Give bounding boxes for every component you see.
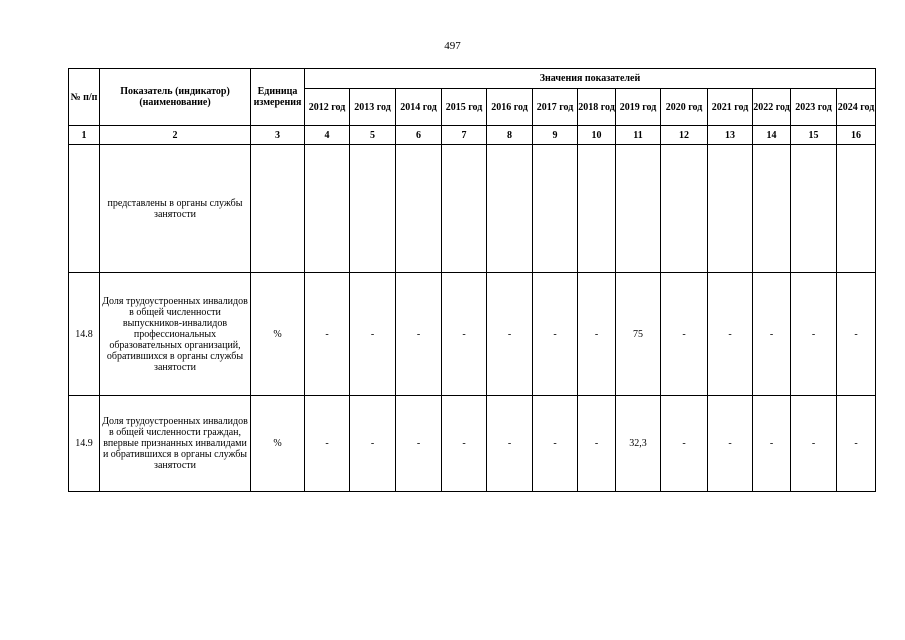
year-header-2022: 2022 год — [753, 89, 791, 126]
year-header-2015: 2015 год — [442, 89, 487, 126]
header-unit: Единица измерения — [251, 69, 305, 126]
value-cell: - — [661, 396, 708, 492]
page-number: 497 — [444, 40, 461, 52]
value-cell: - — [442, 396, 487, 492]
year-header-2020: 2020 год — [661, 89, 708, 126]
indicator-name: Доля трудоустроенных инвалидов в общей численности выпускников-инвалидов профессиональных образовательных организаций, обратившихся в органы службы занятости — [100, 273, 251, 396]
indicators-table — [68, 68, 876, 492]
value-cell: - — [578, 396, 616, 492]
value-cell — [578, 145, 616, 273]
unit-cell — [251, 145, 305, 273]
value-cell — [661, 145, 708, 273]
table-row — [69, 145, 876, 273]
value-cell: 75 — [616, 273, 661, 396]
value-cell — [616, 145, 661, 273]
column-number-2: 2 — [100, 126, 251, 145]
value-cell — [487, 145, 533, 273]
column-number-1: 1 — [69, 126, 100, 145]
row-number: 14.9 — [69, 396, 100, 492]
column-number-10: 10 — [578, 126, 616, 145]
year-header-2023: 2023 год — [791, 89, 837, 126]
column-number-16: 16 — [837, 126, 876, 145]
unit-cell: % — [251, 273, 305, 396]
value-cell: - — [533, 273, 578, 396]
column-number-9: 9 — [533, 126, 578, 145]
column-number-11: 11 — [616, 126, 661, 145]
value-cell: - — [487, 273, 533, 396]
value-cell: - — [305, 396, 350, 492]
indicator-name: Доля трудоустроенных инвалидов в общей численности граждан, впервые признанных инвалидами и обратившихся в органы службы занятости — [100, 396, 251, 492]
value-cell: - — [791, 273, 837, 396]
header-values: Значения показателей — [305, 69, 876, 89]
column-number-4: 4 — [305, 126, 350, 145]
column-number-7: 7 — [442, 126, 487, 145]
value-cell: - — [533, 396, 578, 492]
year-header-2018: 2018 год — [578, 89, 616, 126]
value-cell: - — [350, 273, 396, 396]
value-cell: - — [708, 396, 753, 492]
value-cell: - — [753, 273, 791, 396]
column-number-8: 8 — [487, 126, 533, 145]
year-header-2013: 2013 год — [350, 89, 396, 126]
value-cell: 32,3 — [616, 396, 661, 492]
value-cell: - — [837, 273, 876, 396]
year-header-2012: 2012 год — [305, 89, 350, 126]
value-cell — [442, 145, 487, 273]
value-cell: - — [305, 273, 350, 396]
year-header-2014: 2014 год — [396, 89, 442, 126]
year-header-2019: 2019 год — [616, 89, 661, 126]
value-cell — [533, 145, 578, 273]
column-number-15: 15 — [791, 126, 837, 145]
column-number-3: 3 — [251, 126, 305, 145]
column-number-6: 6 — [396, 126, 442, 145]
year-header-2021: 2021 год — [708, 89, 753, 126]
value-cell — [396, 145, 442, 273]
value-cell: - — [487, 396, 533, 492]
year-header-2017: 2017 год — [533, 89, 578, 126]
table-row — [69, 396, 876, 492]
column-number-14: 14 — [753, 126, 791, 145]
value-cell: - — [396, 273, 442, 396]
column-number-13: 13 — [708, 126, 753, 145]
value-cell: - — [661, 273, 708, 396]
value-cell: - — [442, 273, 487, 396]
row-number — [69, 145, 100, 273]
year-header-2016: 2016 год — [487, 89, 533, 126]
value-cell — [708, 145, 753, 273]
value-cell — [791, 145, 837, 273]
value-cell: - — [708, 273, 753, 396]
value-cell: - — [837, 396, 876, 492]
value-cell — [350, 145, 396, 273]
value-cell — [305, 145, 350, 273]
value-cell: - — [791, 396, 837, 492]
header-num: № п/п — [69, 69, 100, 126]
column-number-12: 12 — [661, 126, 708, 145]
value-cell: - — [350, 396, 396, 492]
value-cell: - — [753, 396, 791, 492]
indicator-name: представлены в органы службы занятости — [100, 145, 251, 273]
value-cell: - — [578, 273, 616, 396]
unit-cell: % — [251, 396, 305, 492]
year-header-2024: 2024 год — [837, 89, 876, 126]
value-cell — [753, 145, 791, 273]
value-cell — [837, 145, 876, 273]
value-cell: - — [396, 396, 442, 492]
table-row — [69, 273, 876, 396]
column-number-5: 5 — [350, 126, 396, 145]
row-number: 14.8 — [69, 273, 100, 396]
header-indicator: Показатель (индикатор) (наименование) — [100, 69, 251, 126]
